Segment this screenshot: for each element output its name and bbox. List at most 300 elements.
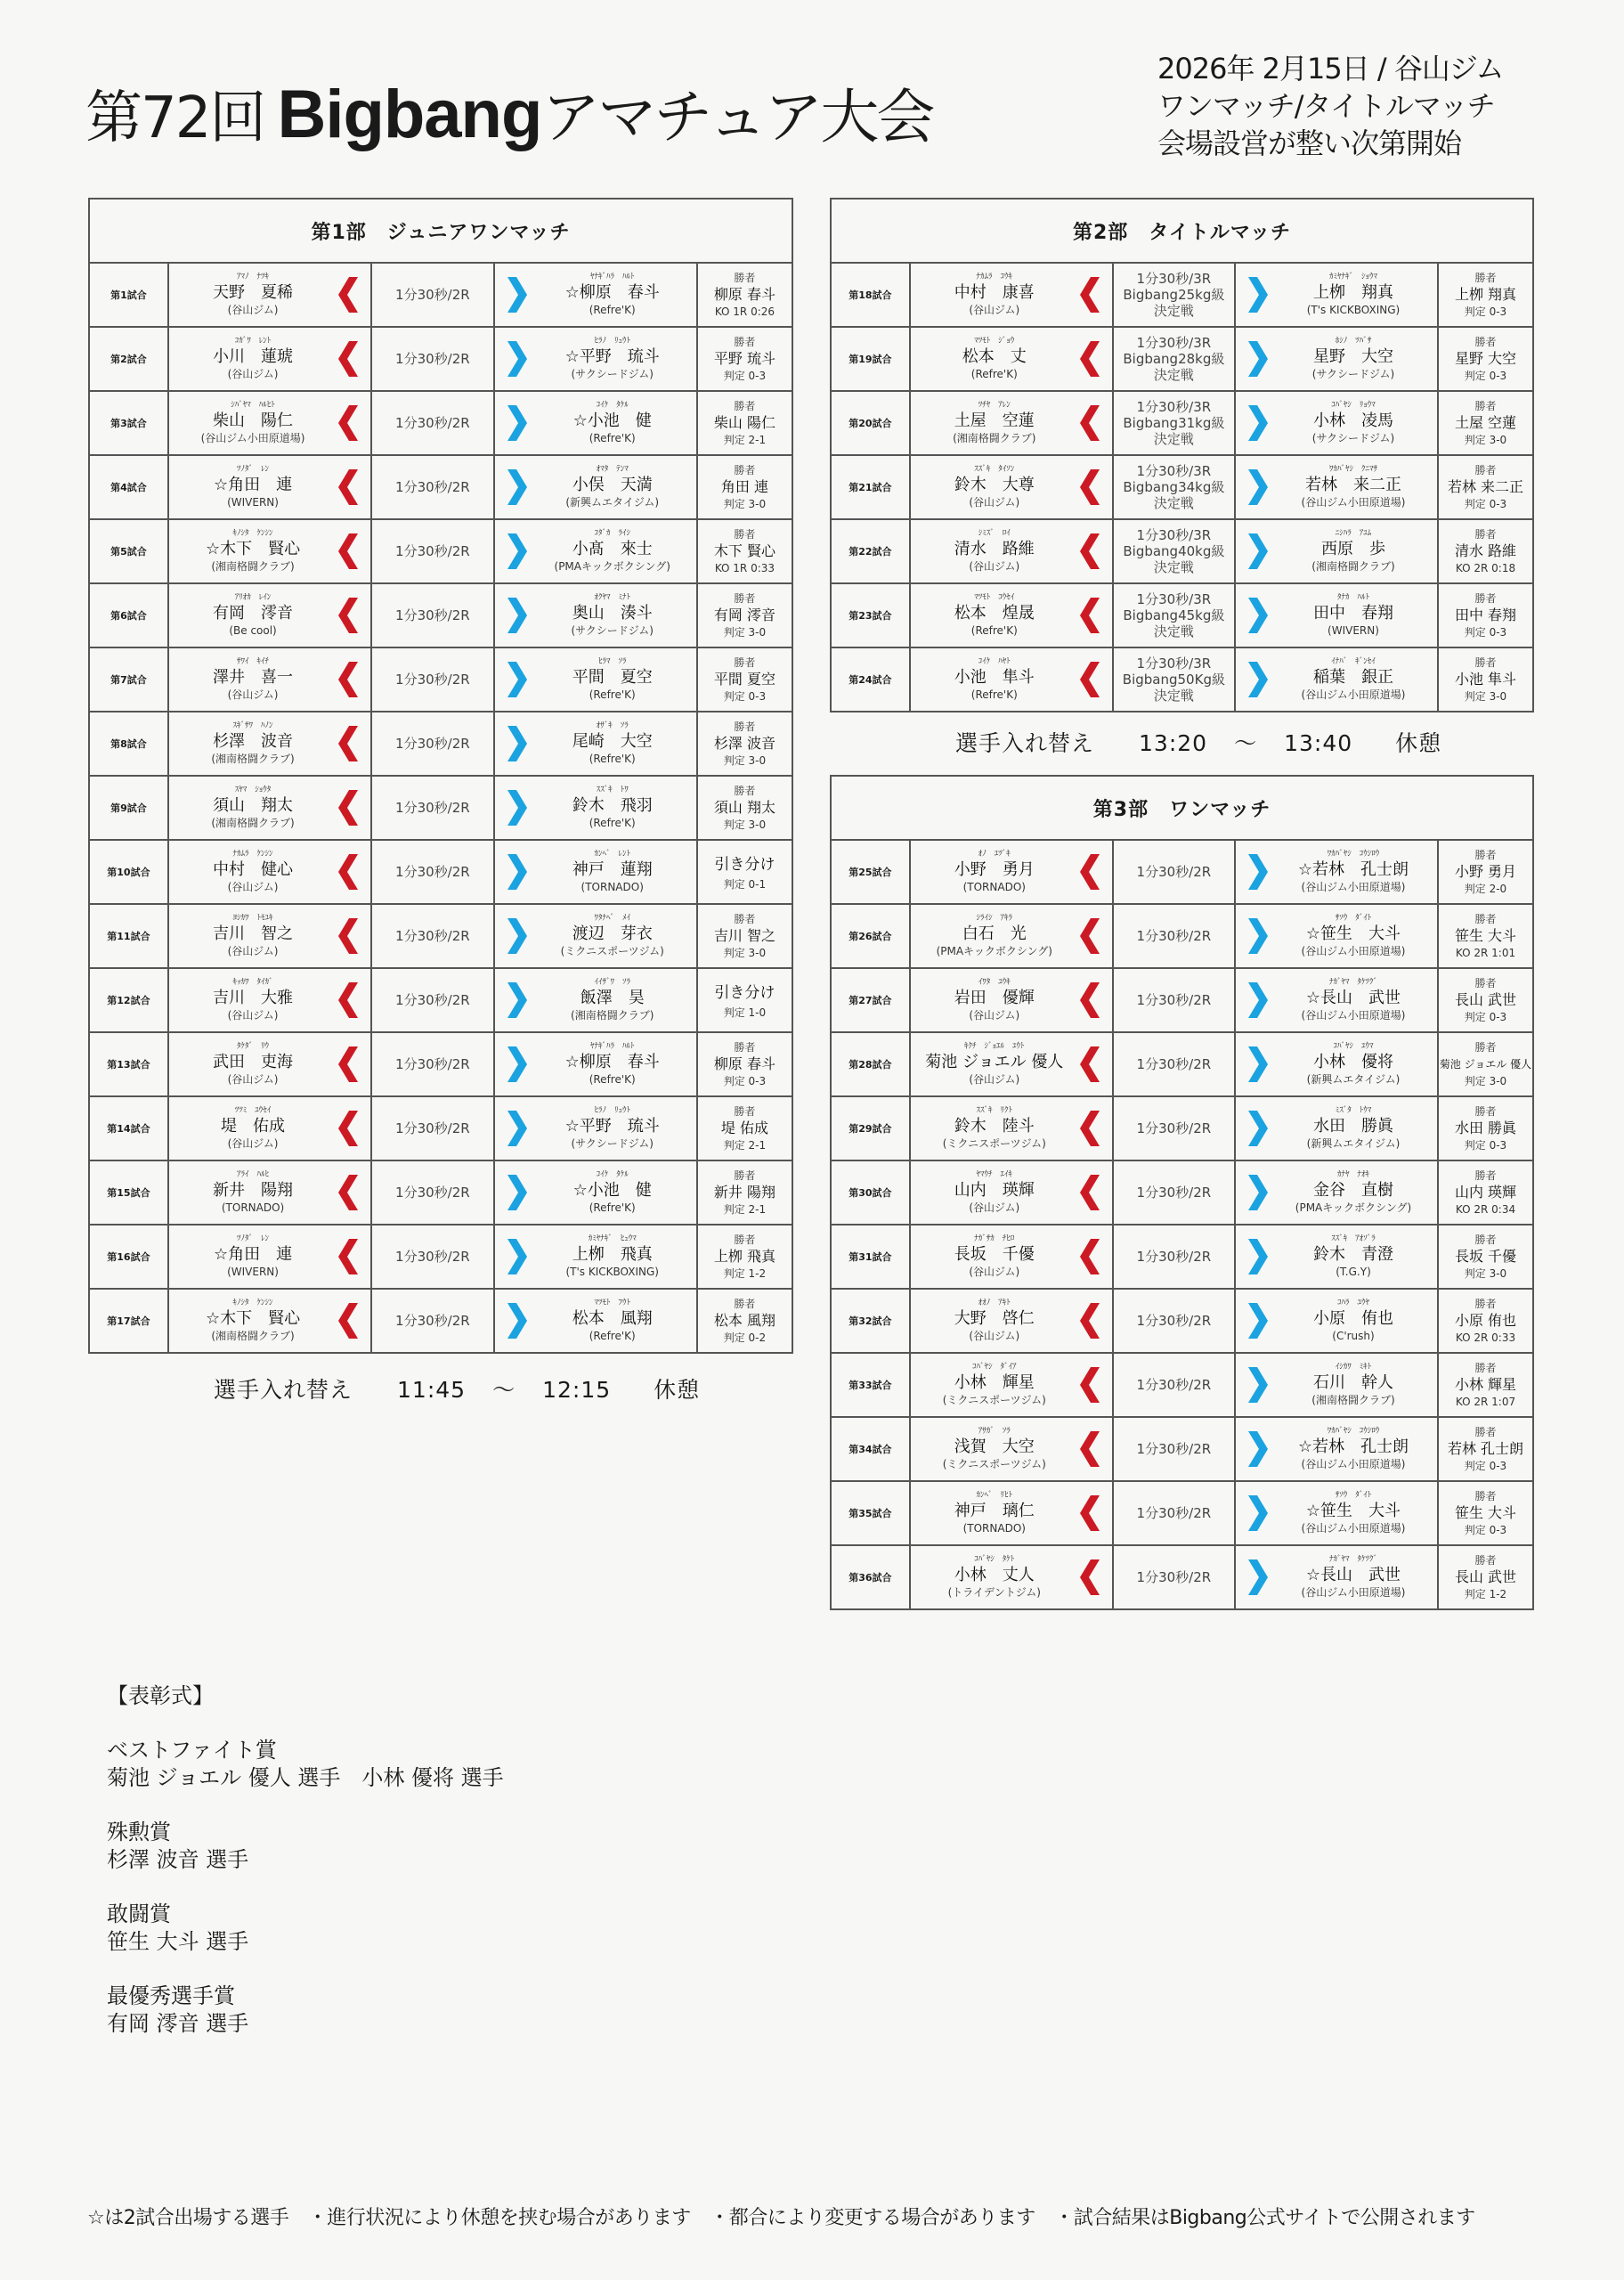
red-corner-chevron-icon [1080,1367,1100,1403]
rule-line: Bigbang50Kg級 [1122,672,1225,688]
fighter-gym: (谷山ジム) [969,1201,1020,1214]
fighter-name: 小林 凌馬 [1312,411,1393,430]
break-notice-2 [955,726,1441,758]
blue-corner-chevron-icon [508,662,527,697]
match-rule [1113,1481,1235,1545]
blue-corner-chevron-icon [1248,1559,1268,1595]
fighter-name: 土屋 空蓮 [954,411,1035,430]
red-corner-chevron-icon [338,662,358,697]
match-row [89,776,792,840]
fighter-gym: (サクシードジム) [1311,368,1395,380]
red-corner-chevron-icon [1080,405,1100,441]
result-detail: 判定 1-0 [723,1006,767,1019]
fighter-kana: ｽｽﾞｷ ﾄﾜ [596,786,629,794]
match-row [89,712,792,776]
winner-name: 山内 瑛輝 [1454,1184,1517,1201]
match-result [697,583,792,647]
winner-name: 柳原 春斗 [713,286,775,303]
fighter-kana: ｱｻｶﾞ ｿﾗ [978,1427,1011,1436]
match-row [831,1160,1533,1225]
match-rule [371,1032,493,1096]
fighter-name: 柴山 陽仁 [213,411,294,430]
match-result [697,455,792,519]
fighter-kana: ｺﾊﾞﾔｼ ﾀﾞｲｱ [972,1363,1017,1372]
red-corner-fighter [910,840,1113,904]
match-number: 第4試合 [89,455,168,519]
fighter-kana: ｺﾊﾞﾔｼ ﾕｳﾏ [1333,1042,1374,1051]
rule-line: 決定戦 [1153,559,1194,575]
red-corner-fighter [168,776,371,840]
rule-line: 1分30秒/2R [1136,1056,1212,1072]
fighter-kana: ｽｷﾞｻﾜ ﾊﾉﾝ [232,721,273,730]
fighter-gym: (Refre'K) [589,753,636,765]
match-rule [371,583,493,647]
blue-corner-fighter [1235,904,1438,968]
blue-corner-chevron-icon [1248,1303,1268,1339]
rule-line: 決定戦 [1153,688,1194,704]
fighter-gym: (T.G.Y) [1336,1266,1371,1278]
winner-name: 引き分け [714,984,775,1002]
match-result [697,712,792,776]
section-title: 第1部 ジュニアワンマッチ [89,199,792,263]
fighter-gym: (谷山ジム) [969,560,1020,573]
red-corner-chevron-icon [1080,1046,1100,1082]
fighter-name: 尾崎 大空 [572,732,653,751]
match-row [89,1289,792,1353]
match-rule [371,263,493,327]
winner-name: 長山 武世 [1454,991,1517,1008]
match-number: 第25試合 [831,840,910,904]
section-title: 第2部 タイトルマッチ [831,199,1533,263]
fighter-gym: (湘南格闘クラブ) [211,817,295,829]
award-name: ベストファイト賞 [107,1738,277,1763]
award-name: 殊勲賞 [107,1820,171,1844]
winner-name: 若林 来二正 [1447,478,1524,495]
fighter-gym: (谷山ジム小田原道場) [1301,945,1406,957]
winner-name: 笹生 大斗 [1454,927,1517,944]
blue-corner-fighter [494,776,697,840]
break-rest: 休憩 [654,1377,701,1403]
match-number: 第23試合 [831,583,910,647]
result-detail: 判定 1-2 [1464,1588,1507,1600]
red-corner-chevron-icon [338,918,358,954]
fighter-name: ☆笹生 大斗 [1305,924,1401,943]
winner-label: 勝者 [1474,1298,1497,1310]
match-number: 第8試合 [89,712,168,776]
match-result [1438,455,1533,519]
fighter-kana: ﾅｶﾑﾗ ｹﾝｼﾝ [232,850,273,859]
fighter-name: 須山 翔太 [213,796,294,815]
match-result [697,327,792,391]
rule-line: 1分30秒/2R [395,1056,470,1072]
match-row [89,1225,792,1289]
fighter-gym: (T's KICKBOXING) [1306,304,1401,316]
schedule-table-part3 [830,775,1534,1610]
fighter-kana: ﾂﾉﾀﾞ ﾚﾝ [237,465,270,474]
match-result [697,391,792,455]
fighter-name: 白石 光 [962,924,1027,943]
red-corner-fighter [168,647,371,712]
match-rule [371,327,493,391]
fighter-gym: (Refre'K) [589,304,636,316]
winner-label: 勝者 [734,1041,756,1054]
winner-label: 勝者 [734,785,756,797]
match-row [831,1096,1533,1160]
match-row [89,327,792,391]
match-row [89,904,792,968]
rule-line: 1分30秒/3R [1136,527,1212,543]
match-number: 第22試合 [831,519,910,583]
fighter-kana: ｷｯｶﾜ ﾀｲｶﾞ [232,978,273,987]
match-number: 第21試合 [831,455,910,519]
winner-label: 勝者 [1474,1490,1497,1502]
red-corner-fighter [910,1417,1113,1481]
winner-label: 勝者 [734,1234,756,1246]
winner-name: 清水 路維 [1454,542,1517,559]
blue-corner-chevron-icon [1248,341,1268,377]
match-row [831,904,1533,968]
winner-label: 勝者 [734,400,756,412]
rule-line: 1分30秒/2R [1136,1185,1212,1201]
fighter-gym: (谷山ジム) [969,1266,1020,1278]
fighter-gym: (Refre'K) [970,624,1018,637]
event-date-venue: 2026年 2月15日 / 谷山ジム [1157,52,1504,86]
winner-name: 星野 大空 [1454,350,1517,367]
winner-label: 勝者 [1474,464,1497,476]
rule-line: 1分30秒/2R [395,992,470,1008]
match-rule [1113,1160,1235,1225]
winner-label: 勝者 [1474,913,1497,925]
match-number: 第20試合 [831,391,910,455]
break-end: 12:15 [542,1377,612,1403]
blue-corner-chevron-icon [1248,469,1268,505]
fighter-gym: (サクシードジム) [571,1137,654,1150]
fighter-name: 中村 康喜 [954,283,1035,302]
result-detail: 判定 3-0 [1464,434,1507,446]
blue-corner-fighter [494,327,697,391]
winner-name: 堤 佑成 [720,1120,768,1136]
red-corner-fighter [910,327,1113,391]
winner-label: 勝者 [1474,528,1497,541]
fighter-gym: (新興ムエタイジム) [1306,1137,1401,1150]
red-corner-chevron-icon [338,854,358,890]
fighter-name: 吉川 大雅 [213,989,294,1007]
fighter-name: ☆木下 賢心 [205,1309,301,1328]
fighter-kana: ﾔﾏｳﾁ ｴｲｷ [976,1170,1013,1179]
match-rule [371,1225,493,1289]
red-corner-fighter [168,327,371,391]
blue-corner-chevron-icon [1248,982,1268,1018]
blue-corner-chevron-icon [1248,598,1268,633]
winner-label: 勝者 [1474,656,1497,669]
fighter-kana: ﾜｶﾊﾞﾔｼ ｺｳｼﾛｳ [1327,850,1380,859]
red-corner-fighter [910,391,1113,455]
match-result [1438,1353,1533,1417]
fighter-kana: ﾅｶﾞﾔﾏ ﾀｹﾂｸﾞ [1328,1555,1377,1564]
fighter-kana: ﾜｶﾊﾞﾔｼ ｸﾆﾏｻ [1328,465,1377,474]
rule-line: 1分30秒/3R [1136,271,1212,287]
fighter-name: 天野 夏稀 [213,283,294,302]
fighter-gym: (谷山ジム) [969,1009,1020,1022]
match-result [1438,1545,1533,1609]
event-info [1157,50,1504,162]
fighter-gym: (湘南格闘クラブ) [211,560,295,573]
winner-name: 小野 勇月 [1454,863,1517,880]
fighter-gym: (ミクニスポーツジム) [942,1458,1046,1470]
match-rule [1113,647,1235,712]
fighter-kana: ﾀﾅｶ ﾊﾙﾄ [1336,593,1369,602]
blue-corner-fighter [1235,968,1438,1032]
fighter-name: 吉川 智之 [213,924,294,943]
rule-line: 1分30秒/2R [395,800,470,816]
red-corner-chevron-icon [338,341,358,377]
match-result [697,1096,792,1160]
break-rest: 休憩 [1395,730,1442,756]
blue-corner-chevron-icon [508,726,527,761]
winner-label: 勝者 [1474,849,1497,861]
blue-corner-chevron-icon [1248,918,1268,954]
match-row [831,519,1533,583]
red-corner-chevron-icon [338,405,358,441]
blue-corner-chevron-icon [508,469,527,505]
result-detail: 判定 0-3 [723,370,767,382]
award-name: 敢闘賞 [107,1901,171,1926]
fighter-gym: (Refre'K) [589,432,636,444]
fighter-name: 山内 瑛輝 [954,1181,1035,1200]
match-number: 第16試合 [89,1225,168,1289]
blue-corner-fighter [494,712,697,776]
blue-corner-fighter [494,519,697,583]
fighter-gym: (谷山ジム小田原道場) [1301,688,1406,701]
result-detail: 判定 0-3 [1464,1524,1507,1536]
match-row [89,1032,792,1096]
red-corner-fighter [910,583,1113,647]
rule-line: 1分30秒/3R [1136,656,1212,672]
fighter-gym: (谷山ジム) [227,1137,279,1150]
blue-corner-fighter [1235,1417,1438,1481]
fighter-gym: (谷山ジム小田原道場) [1301,1522,1406,1535]
winner-label: 勝者 [1474,272,1497,284]
match-number: 第27試合 [831,968,910,1032]
match-rule [1113,840,1235,904]
result-detail: 判定 2-1 [723,434,767,446]
match-row [831,263,1533,327]
red-corner-chevron-icon [338,1046,358,1082]
match-rule [371,391,493,455]
match-number: 第36試合 [831,1545,910,1609]
match-row [89,1160,792,1225]
fighter-gym: (WIVERN) [227,496,279,509]
red-corner-fighter [910,1545,1113,1609]
match-result [1438,840,1533,904]
fighter-kana: ｼﾗｲｼ ｱｷﾗ [976,914,1013,923]
red-corner-chevron-icon [338,277,358,313]
match-row [89,583,792,647]
fighter-gym: (谷山ジム小田原道場) [1301,1458,1406,1470]
fighter-name: 田中 春翔 [1312,604,1393,623]
match-result [1438,904,1533,968]
rule-line: 1分30秒/2R [395,415,470,431]
fighter-name: 新井 陽翔 [213,1181,294,1200]
match-number: 第13試合 [89,1032,168,1096]
break-tilde: ～ [1234,730,1258,756]
match-row [831,1225,1533,1289]
fighter-kana: ｵｸﾔﾏ ﾐﾅﾄ [594,593,630,602]
fighter-name: 稲葉 銀正 [1312,668,1393,687]
match-rule [371,776,493,840]
red-corner-fighter [910,263,1113,327]
blue-corner-fighter [1235,1225,1438,1289]
fighter-name: 杉澤 波音 [213,732,294,751]
red-corner-fighter [168,1160,371,1225]
rule-line: 1分30秒/2R [395,736,470,752]
fighter-kana: ﾋﾗﾏ ｿﾗ [597,657,627,666]
fighter-name: 有岡 澪音 [213,604,294,623]
match-row [831,1032,1533,1096]
match-result [1438,968,1533,1032]
winner-label: 勝者 [1474,1362,1497,1374]
fighter-kana: ｱﾘｵｶ ﾚｲﾝ [234,593,272,602]
fighter-kana: ｷﾉｼﾀ ｹﾝｼﾝ [232,1299,273,1307]
result-detail: 判定 0-3 [1464,1139,1507,1152]
red-corner-fighter [168,1225,371,1289]
blue-corner-fighter [1235,583,1438,647]
match-result [697,904,792,968]
winner-name: 吉川 智之 [713,927,775,944]
blue-corner-fighter [494,840,697,904]
blue-corner-chevron-icon [1248,1046,1268,1082]
event-start: 会場設営が整い次第開始 [1157,126,1462,160]
red-corner-fighter [910,1289,1113,1353]
fighter-gym: (Refre'K) [589,817,636,829]
match-rule [1113,263,1235,327]
match-number: 第9試合 [89,776,168,840]
fighter-kana: ｺﾊﾞﾔｼ ﾘｮｳﾏ [1331,401,1376,410]
fighter-gym: (湘南格闘クラブ) [1311,560,1395,573]
break-start: 13:20 [1139,730,1208,756]
result-detail: KO 2R 0:33 [1455,1331,1516,1344]
blue-corner-fighter [1235,1096,1438,1160]
match-result [1438,1160,1533,1225]
red-corner-fighter [910,904,1113,968]
rule-line: 1分30秒/2R [1136,992,1212,1008]
rule-line: 1分30秒/2R [395,607,470,623]
fighter-kana: ﾜｶﾊﾞﾔｼ ｺｳｼﾛｳ [1327,1427,1380,1436]
blue-corner-chevron-icon [508,533,527,569]
rule-line: Bigbang28kg級 [1123,351,1225,367]
result-detail: 判定 3-0 [1464,690,1507,703]
fighter-kana: ｻｿｳ ﾀﾞｲﾄ [1335,1491,1372,1500]
fighter-name: 飯澤 昊 [580,989,645,1007]
fighter-name: 小髙 來士 [572,540,653,558]
fighter-gym: (谷山ジム小田原道場) [1301,1009,1406,1022]
fighter-gym: (谷山ジム) [227,945,279,957]
fighter-name: 小俣 天満 [572,476,653,494]
red-corner-chevron-icon [1080,1559,1100,1595]
match-rule [1113,327,1235,391]
red-corner-fighter [910,1160,1113,1225]
red-corner-fighter [910,1481,1113,1545]
fighter-kana: ｲｼｶﾜ ﾐｷﾄ [1335,1363,1372,1372]
rule-line: 1分30秒/2R [395,864,470,880]
blue-corner-fighter [1235,1160,1438,1225]
fighter-name: ☆長山 武世 [1305,989,1401,1007]
match-number: 第28試合 [831,1032,910,1096]
match-rule [1113,519,1235,583]
rule-line: 1分30秒/2R [1136,1569,1212,1585]
winner-label: 勝者 [1474,336,1497,348]
winner-name: 角田 連 [720,478,768,495]
fighter-name: 星野 大空 [1312,347,1393,366]
red-corner-chevron-icon [1080,598,1100,633]
schedule-table-part2 [830,198,1534,712]
break-end: 13:40 [1284,730,1353,756]
match-number: 第18試合 [831,263,910,327]
fighter-gym: (WIVERN) [227,1266,279,1278]
fighter-kana: ﾎｼﾉ ﾂﾊﾞｻ [1335,337,1372,346]
fighter-name: ☆小池 健 [572,1181,652,1200]
rule-line: 1分30秒/2R [395,928,470,944]
match-number: 第35試合 [831,1481,910,1545]
blue-corner-fighter [1235,263,1438,327]
winner-name: 長山 武世 [1454,1568,1517,1585]
fighter-kana: ﾂﾉﾀﾞ ﾚﾝ [237,1234,270,1243]
award-recipients: 杉澤 波音 選手 [107,1847,249,1872]
match-row [831,647,1533,712]
winner-name: 新井 陽翔 [713,1184,775,1201]
blue-corner-chevron-icon [508,341,527,377]
result-detail: KO 2R 0:34 [1455,1203,1516,1216]
blue-corner-chevron-icon [1248,854,1268,890]
fighter-gym: (ミクニスポーツジム) [560,945,664,957]
blue-corner-fighter [494,455,697,519]
winner-name: 若林 孔士朗 [1447,1440,1524,1457]
result-detail: KO 1R 0:26 [714,305,775,318]
fighter-gym: (湘南格闘クラブ) [571,1009,654,1022]
match-rule [1113,1096,1235,1160]
fighter-name: 水田 勝眞 [1312,1117,1393,1136]
fighter-gym: (谷山ジム小田原道場) [1301,1586,1406,1599]
fighter-kana: ｵﾏﾀ ﾃﾝﾏ [596,465,629,474]
fighter-kana: ｻｿｳ ﾀﾞｲﾄ [1335,914,1372,923]
red-corner-chevron-icon [338,1303,358,1339]
blue-corner-chevron-icon [1248,277,1268,313]
fighter-name: 石川 幹人 [1312,1373,1393,1392]
red-corner-chevron-icon [1080,1303,1100,1339]
result-detail: KO 2R 0:18 [1455,562,1516,574]
match-result [1438,519,1533,583]
blue-corner-fighter [494,1160,697,1225]
fighter-gym: (谷山ジム小田原道場) [1301,496,1406,509]
match-result [697,1225,792,1289]
red-corner-chevron-icon [1080,533,1100,569]
red-corner-fighter [168,840,371,904]
match-rule [371,712,493,776]
title-brand: Bigbang [277,77,542,152]
fighter-gym: (谷山ジム) [969,1073,1020,1086]
winner-label: 勝者 [1474,1041,1497,1054]
blue-corner-chevron-icon [508,405,527,441]
title-edition: 第72回 [85,86,265,151]
fighter-kana: ｺｲｹ ﾀｹﾙ [596,401,629,410]
fighter-name: 神戸 蓮翔 [572,860,653,879]
match-row [831,583,1533,647]
rule-line: 1分30秒/3R [1136,591,1212,607]
blue-corner-fighter [1235,1545,1438,1609]
match-number: 第30試合 [831,1160,910,1225]
fighter-name: 平間 夏空 [572,668,653,687]
match-result [1438,647,1533,712]
